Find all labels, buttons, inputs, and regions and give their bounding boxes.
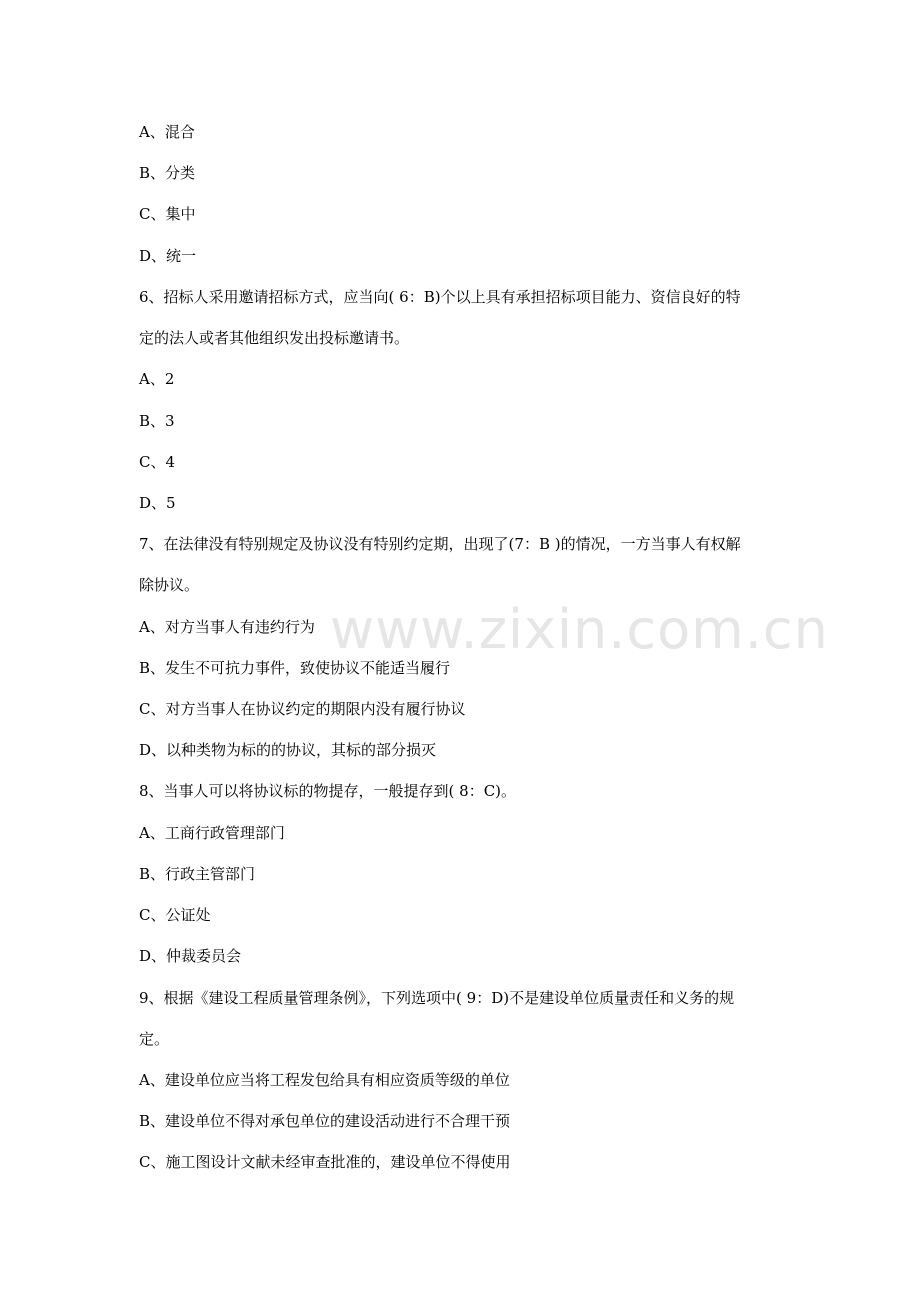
question-7-line-1: 7、在法律没有特别规定及协议没有特别约定期，出现了(7：B )的情况，一方当事人有权解 — [139, 535, 741, 553]
question-6-line-2: 定的法人或者其他组织发出投标邀请书。 — [139, 329, 410, 347]
question-9-line-1: 9、根据《建设工程质量管理条例》，下列选项中( 9：D)不是建设单位质量责任和义务的规 — [139, 989, 735, 1007]
option-d-q8: D、仲裁委员会 — [139, 947, 242, 965]
question-9-line-2: 定。 — [139, 1030, 170, 1048]
option-c-q8: C、公证处 — [139, 906, 211, 924]
option-a-q7: A、对方当事人有违约行为 — [139, 618, 315, 636]
watermark: www.zixin.com.cn — [330, 598, 829, 661]
option-b-q6: B、3 — [139, 412, 175, 430]
question-6-line-1: 6、招标人采用邀请招标方式，应当向( 6：B)个以上具有承担招标项目能力、资信良好的特 — [139, 288, 741, 306]
option-b-q7: B、发生不可抗力事件，致使协议不能适当履行 — [139, 659, 451, 677]
option-a-q8: A、工商行政管理部门 — [139, 824, 285, 842]
option-d-q5: D、统一 — [139, 247, 197, 265]
option-c-q7: C、对方当事人在协议约定的期限内没有履行协议 — [139, 700, 466, 718]
question-8: 8、当事人可以将协议标的物提存，一般提存到( 8：C)。 — [139, 782, 517, 800]
option-d-q7: D、以种类物为标的的协议，其标的部分损灭 — [139, 741, 437, 759]
option-b-q5: B、分类 — [139, 164, 196, 182]
option-b-q9: B、建设单位不得对承包单位的建设活动进行不合理干预 — [139, 1112, 511, 1130]
question-7-line-2: 除协议。 — [139, 576, 200, 594]
option-a-q9: A、建设单位应当将工程发包给具有相应资质等级的单位 — [139, 1071, 510, 1089]
option-a-q5: A、混合 — [139, 123, 195, 141]
option-d-q6: D、5 — [139, 494, 176, 512]
option-c-q9: C、施工图设计文献未经审查批准的，建设单位不得使用 — [139, 1153, 511, 1171]
option-c-q6: C、4 — [139, 453, 176, 471]
option-a-q6: A、2 — [139, 370, 175, 388]
option-b-q8: B、行政主管部门 — [139, 865, 256, 883]
option-c-q5: C、集中 — [139, 205, 196, 223]
